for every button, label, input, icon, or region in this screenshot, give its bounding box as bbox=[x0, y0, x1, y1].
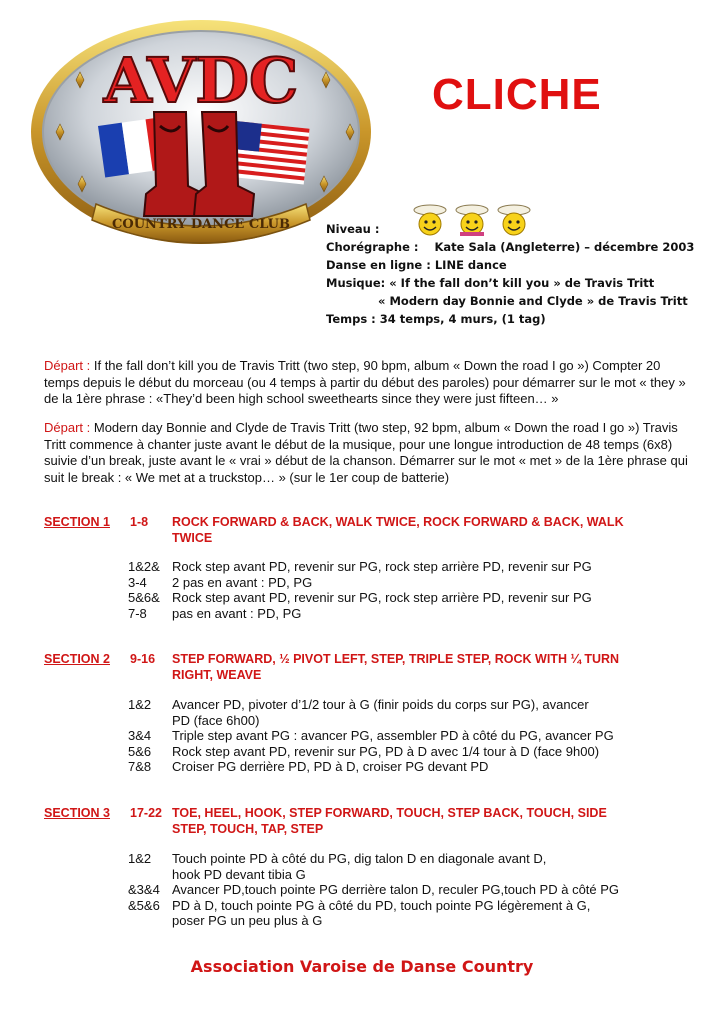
section-1-steps bbox=[128, 559, 672, 621]
info-choreographer: Chorégraphe : Kate Sala (Angleterre) – décembre 2003 bbox=[326, 240, 695, 254]
step-row bbox=[128, 744, 672, 760]
logo-ribbon-text: COUNTRY DANCE CLUB bbox=[112, 217, 290, 232]
step-desc: Croiser PG derrière PD, PD à D, croiser PG devant PD bbox=[172, 759, 489, 774]
step-desc: Rock step avant PD, revenir sur PG, rock step arrière PD, revenir sur PG bbox=[172, 590, 592, 605]
step-desc: Avancer PD,touch pointe PG derrière talon D, reculer PG,touch PD à côté PG bbox=[172, 882, 620, 897]
step-row bbox=[128, 851, 672, 882]
depart-label: Départ : bbox=[44, 358, 91, 373]
info-beats: Temps : 34 temps, 4 murs, (1 tag) bbox=[326, 312, 546, 326]
depart-label: Départ : bbox=[44, 420, 91, 435]
step-row bbox=[128, 898, 672, 929]
step-count: &5&6 bbox=[128, 897, 160, 913]
depart-paragraph-1 bbox=[44, 358, 694, 408]
info-music-1: Musique: « If the fall don’t kill you » de Travis Tritt bbox=[326, 276, 655, 290]
avdc-logo bbox=[26, 16, 376, 248]
depart-text: Modern day Bonnie and Clyde de Travis Tritt (two step, 92 bpm, album « Down the road I go ») Travis Tritt commence à chanter juste avant le début de la musique, pour une longue introduction de 48 temps (6x8) suivie d’un break, juste avant le « vrai » début de la chanson. Démarrer sur le mot « met » de la 1ère phrase qui suit le break : « We met at a truckstop… » (sur le 1er coup de batterie) bbox=[44, 420, 688, 485]
step-desc: Touch pointe PD à côté du PG, dig talon D en diagonale avant D, hook PD devant tibia G bbox=[172, 851, 547, 882]
section-range: 9-16 bbox=[130, 652, 156, 666]
section-label: SECTION 3 bbox=[44, 806, 110, 820]
dance-info bbox=[326, 220, 694, 328]
section-label: SECTION 2 bbox=[44, 652, 110, 666]
footer-association: Association Varoise de Danse Country bbox=[190, 957, 534, 976]
step-row bbox=[128, 606, 672, 622]
section-range: 1-8 bbox=[130, 515, 149, 529]
step-desc: pas en avant : PD, PG bbox=[172, 605, 302, 621]
section-2-steps bbox=[128, 697, 672, 775]
step-desc: PD à D, touch pointe PG à côté du PD, touch pointe PG légèrement à G, poser PG un peu plus à G bbox=[172, 897, 591, 928]
section-title: ROCK FORWARD & BACK, WALK TWICE, ROCK FORWARD & BACK, WALK TWICE bbox=[172, 515, 624, 545]
step-row bbox=[128, 759, 672, 775]
step-desc: Rock step avant PD, revenir sur PG, rock step arrière PD, revenir sur PG bbox=[172, 559, 592, 574]
step-row bbox=[128, 590, 672, 606]
step-count: 3-4 bbox=[128, 574, 147, 590]
step-count: 7&8 bbox=[128, 759, 152, 774]
step-count: 1&2 bbox=[128, 851, 152, 866]
step-count: 7-8 bbox=[128, 605, 147, 621]
step-desc: Rock step avant PD, revenir sur PG, PD à D avec 1/4 tour à D (face 9h00) bbox=[172, 743, 600, 759]
logo-main-text: AVDC bbox=[103, 44, 299, 117]
step-count: 1&2 bbox=[128, 697, 152, 712]
section-label: SECTION 1 bbox=[44, 515, 110, 529]
step-count: 1&2& bbox=[128, 559, 160, 574]
step-desc: Avancer PD, pivoter d’1/2 tour à G (finir poids du corps sur PG), avancer PD (face 6h00) bbox=[172, 697, 589, 728]
step-count: &3&4 bbox=[128, 882, 160, 897]
step-desc: 2 pas en avant : PD, PG bbox=[172, 574, 313, 590]
section-3-steps bbox=[128, 851, 672, 929]
section-title: TOE, HEEL, HOOK, STEP FORWARD, TOUCH, STEP BACK, TOUCH, SIDE STEP, TOUCH, TAP, STEP bbox=[172, 806, 607, 836]
info-line-dance: Danse en ligne : LINE dance bbox=[326, 258, 507, 272]
step-count: 5&6& bbox=[128, 590, 160, 605]
step-row bbox=[128, 697, 672, 728]
step-row bbox=[128, 728, 672, 744]
step-row bbox=[128, 575, 672, 591]
step-row bbox=[128, 882, 672, 898]
step-desc: Triple step avant PG : avancer PG, assembler PD à côté du PG, avancer PG bbox=[172, 728, 614, 743]
step-row bbox=[128, 559, 672, 575]
depart-paragraph-2 bbox=[44, 420, 694, 486]
info-music-2: « Modern day Bonnie and Clyde » de Travis Tritt bbox=[326, 294, 688, 308]
section-range: 17-22 bbox=[130, 806, 162, 820]
section-title: STEP FORWARD, ½ PIVOT LEFT, STEP, TRIPLE STEP, ROCK WITH ¼ TURN RIGHT, WEAVE bbox=[172, 652, 620, 682]
info-level: Niveau : bbox=[326, 222, 380, 236]
dance-title: CLICHE bbox=[432, 70, 602, 119]
step-count: 5&6 bbox=[128, 743, 152, 759]
step-count: 3&4 bbox=[128, 728, 152, 743]
depart-text: If the fall don’t kill you de Travis Tritt (two step, 90 bpm, album « Down the road I go ») Compter 20 temps depuis le début du morceau (ou 4 temps à partir du début des paroles) pour démarrer sur le mot « they » de la 1ère phrase : «They’d been high school sweethearts since they were just fifteen… » bbox=[44, 358, 686, 406]
